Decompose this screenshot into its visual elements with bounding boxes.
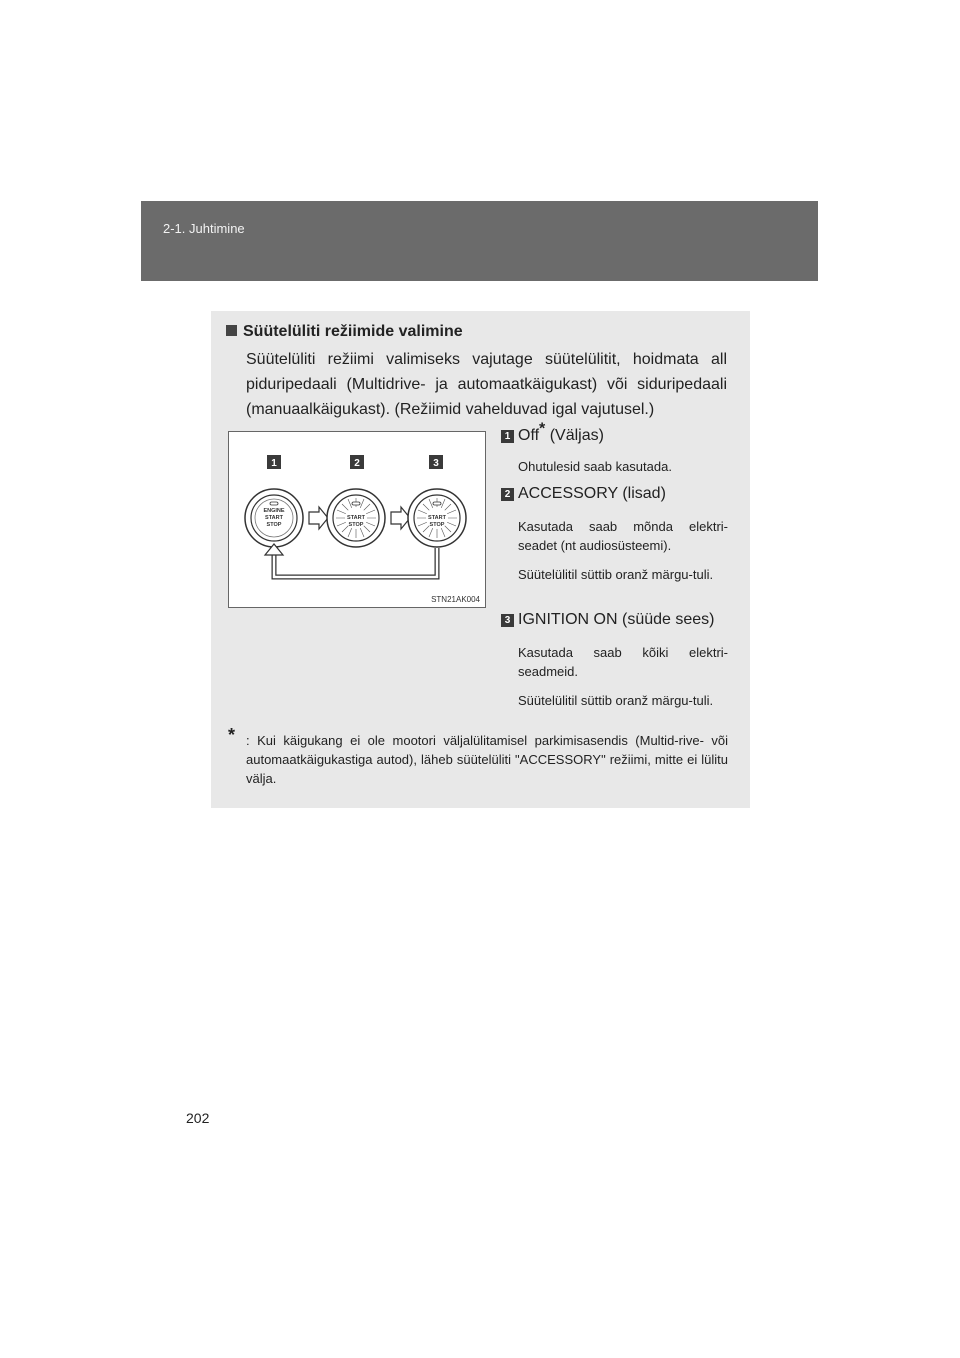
mode-title: Off* (Väljas) (518, 420, 604, 444)
intro-paragraph: Süütelüliti režiimi valimiseks vajutage süütelülitit, hoidmata all piduripedaali (Multidrive- ja automaatkäigukast) või siduripedaali (manuaalkäigukast). (Režiimid vahelduvad igal vajutusel.) (246, 351, 727, 418)
mode-title: IGNITION ON (süüde sees) (518, 611, 715, 628)
step-badge-3-label: 3 (433, 458, 439, 469)
mode-number-badge: 1 (501, 430, 514, 443)
asterisk-icon: * (228, 725, 236, 745)
svg-text:STOP: STOP (429, 522, 445, 528)
arrow-right-icon (391, 507, 410, 529)
arrow-right-icon (309, 507, 328, 529)
mode-number-badge: 3 (501, 614, 514, 627)
footnote-text: : Kui käigukang ei ole mootori väljalülitamisel parkimisasendis (Multid-rive- või automaatkäigukastiga autod), läheb süütelüliti "ACCESSORY" režiimi, mitte ei lülitu välja. (246, 733, 728, 786)
svg-text:START: START (347, 515, 365, 521)
note-box (211, 311, 750, 808)
svg-text:STOP: STOP (266, 522, 282, 528)
return-arrow-icon (274, 548, 437, 577)
svg-text:START: START (265, 515, 283, 521)
section-label: 2-1. Juhtimine (163, 221, 245, 236)
svg-text:ENGINE: ENGINE (263, 508, 285, 514)
header-band (141, 201, 818, 281)
ignition-diagram (229, 432, 485, 607)
step-badge-2-label: 2 (354, 458, 360, 469)
figure-code: STN21AK004 (431, 595, 480, 604)
ignition-switch-figure (228, 431, 486, 608)
mode-title: ACCESSORY (lisad) (518, 485, 666, 502)
page-number: 202 (186, 1110, 210, 1126)
engine-start-button-3 (408, 489, 466, 547)
mode-description: Kasutada saab mõnda elektri-seadet (nt audiosüsteemi). (518, 519, 728, 553)
svg-text:START: START (428, 515, 446, 521)
mode-description: Süütelülitil süttib oranž märgu-tuli. (518, 567, 714, 582)
mode-description: Ohutulesid saab kasutada. (518, 459, 672, 474)
step-badge-1-label: 1 (271, 458, 277, 469)
svg-text:STOP: STOP (348, 522, 364, 528)
square-bullet-icon (226, 325, 237, 336)
engine-start-button-1 (245, 489, 303, 547)
box-heading-text: Süütelüliti režiimide valimine (243, 323, 463, 340)
footnote (228, 725, 728, 788)
mode-description: Kasutada saab kõiki elektri-seadmeid. (518, 645, 728, 679)
box-heading (226, 323, 463, 341)
mode-description: Süütelülitil süttib oranž märgu-tuli. (518, 693, 714, 708)
mode-number-badge: 2 (501, 488, 514, 501)
engine-start-button-2 (327, 489, 385, 547)
